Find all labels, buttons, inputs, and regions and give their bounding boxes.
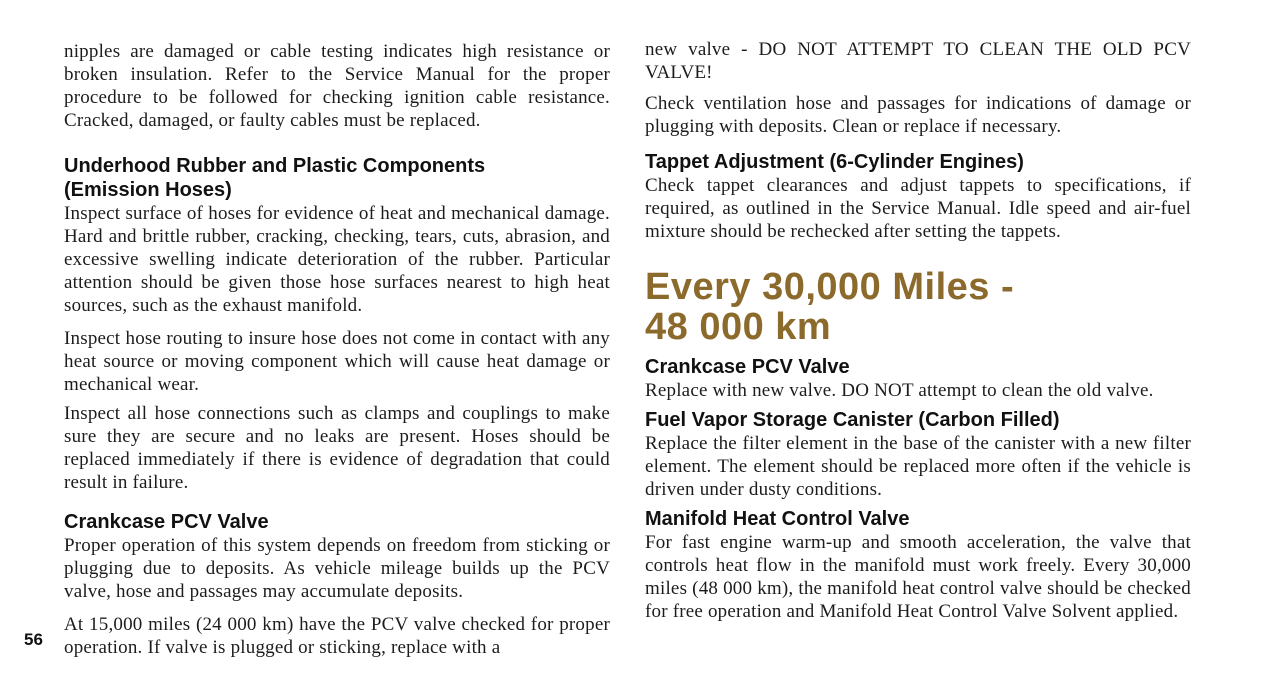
underhood-heading-line1: Underhood Rubber and Plastic Components <box>64 155 486 177</box>
fuel-vapor-heading: Fuel Vapor Storage Canister (Carbon Filled) <box>645 409 1060 431</box>
manifold-heading: Manifold Heat Control Valve <box>645 508 910 530</box>
manifold-paragraph: For fast engine warm-up and smooth acceleration, the valve that controls heat flow in the manifold must work freely. Every 30,000 miles (48 000 km), the manifold heat control valve should be checked for free operation and Manifold Heat Control Valve Solvent applied. <box>645 532 1191 622</box>
pcv-heading: Crankcase PCV Valve <box>64 511 269 533</box>
tappet-paragraph: Check tappet clearances and adjust tappets to specifications, if required, as outlined in the Service Manual. Idle speed and air-fuel mixture should be rechecked after setting the tappets. <box>645 175 1191 242</box>
tappet-section <box>645 150 1191 243</box>
underhood-section <box>64 154 610 494</box>
tappet-heading: Tappet Adjustment (6-Cylinder Engines) <box>645 151 1024 173</box>
underhood-paragraph-3: Inspect all hose connections such as clamps and couplings to make sure they are secure and no leaks are present. Hoses should be replaced immediately if there is evidence of degradation that could result in failure. <box>64 403 610 493</box>
interval-line-2: 48 000 km <box>645 306 832 348</box>
pcv-paragraph-2: At 15,000 miles (24 000 km) have the PCV valve checked for proper operation. If valve is plugged or sticking, replace with a <box>64 614 610 658</box>
crankcase-paragraph: Replace with new valve. DO NOT attempt to clean the old valve. <box>645 380 1154 401</box>
underhood-heading-line2: (Emission Hoses) <box>64 179 232 201</box>
pcv-section <box>64 510 610 659</box>
interval-heading <box>645 267 1191 347</box>
underhood-paragraph-1: Inspect surface of hoses for evidence of heat and mechanical damage. Hard and brittle rubber, cracking, checking, tears, cuts, abrasion, and excessive swelling indicate deterioration of the rubber. Particular attention should be given those hose surfaces nearest to high heat sources, such as the exhaust manifold. <box>64 203 610 316</box>
fuel-vapor-section <box>645 408 1191 501</box>
fuel-vapor-paragraph: Replace the filter element in the base of the canister with a new filter element. The element should be replaced more often if the vehicle is driven under dusty conditions. <box>645 433 1191 500</box>
pcv-paragraph-1: Proper operation of this system depends on freedom from sticking or plugging due to deposits. As vehicle mileage builds up the PCV valve, hose and passages may accumulate deposits. <box>64 535 610 602</box>
crankcase-heading: Crankcase PCV Valve <box>645 356 850 378</box>
left-column <box>64 40 610 665</box>
continued-paragraph: new valve - DO NOT ATTEMPT TO CLEAN THE OLD PCV VALVE! <box>645 39 1191 83</box>
underhood-paragraph-2: Inspect hose routing to insure hose does not come in contact with any heat source or moving component which will cause heat damage or mechanical wear. <box>64 328 610 395</box>
ventilation-paragraph: Check ventilation hose and passages for indications of damage or plugging with deposits. Clean or replace if necessary. <box>645 93 1191 137</box>
intro-paragraph: nipples are damaged or cable testing indicates high resistance or broken insulation. Refer to the Service Manual for the proper procedure to be followed for checking ignition cable resistance. Cracked, damaged, or faulty cables must be replaced. <box>64 41 610 131</box>
crankcase-section <box>645 355 1191 402</box>
right-column <box>645 38 1191 629</box>
page-number: 56 <box>24 630 43 649</box>
interval-line-1: Every 30,000 Miles - <box>645 266 1015 308</box>
manifold-section <box>645 507 1191 623</box>
